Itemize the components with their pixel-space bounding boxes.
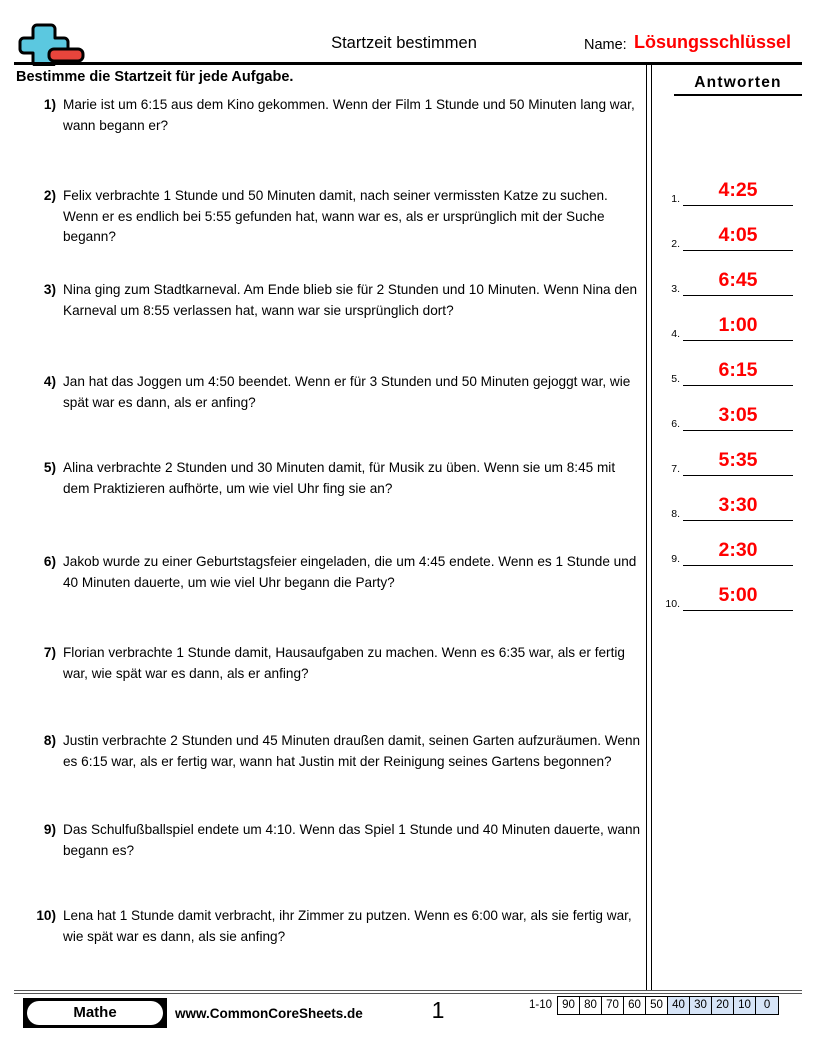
answer-slot[interactable] [683, 267, 793, 296]
answer-index: 6. [671, 418, 680, 430]
problem-text: Jan hat das Joggen um 4:50 beendet. Wenn er für 3 Stunden und 50 Minuten gejoggt war, wie spät war es dann, als er anfing? [63, 374, 631, 410]
problem-number: 8) [43, 733, 56, 748]
answer-value: 3:05 [718, 404, 758, 426]
subject-badge [23, 998, 167, 1028]
answer-index: 5. [671, 373, 680, 385]
problem-item [14, 95, 642, 136]
answer-index: 9. [671, 553, 680, 565]
problem-number: 5) [43, 460, 56, 475]
answer-value: 6:45 [718, 269, 758, 291]
answer-row [658, 296, 803, 341]
grading-scale-cell: 30 [690, 997, 712, 1014]
problem-text: Alina verbrachte 2 Stunden und 30 Minuten damit, für Musik zu üben. Wenn sie um 8:45 mit dem Praktizieren aufhörte, um wie viel Uhr fing sie an? [63, 460, 616, 496]
grading-scale-range: 1-10 [529, 999, 553, 1011]
answer-index: 10. [665, 598, 680, 610]
grading-scale-cell: 80 [580, 997, 602, 1014]
answer-value: 5:35 [718, 449, 758, 471]
answer-slot[interactable] [683, 492, 793, 521]
grading-scale-cell: 10 [734, 997, 756, 1014]
problem-text: Justin verbrachte 2 Stunden und 45 Minuten draußen damit, seinen Garten aufzuräumen. Wenn es 6:15 war, als er fertig war, wann hat Justin mit der Reinigung seines Gartens begonnen? [63, 733, 641, 769]
answer-value: 4:25 [718, 179, 758, 201]
website-url: www.CommonCoreSheets.de [175, 1006, 363, 1021]
answer-row [658, 431, 803, 476]
answer-value: 5:00 [718, 584, 758, 606]
problem-text: Felix verbrachte 1 Stunde und 50 Minuten damit, nach seiner vermissten Katze zu suchen. Wenn er es endlich bei 5:55 gefunden hat, wann war es, als er ursprünglich mit der Suche begann? [63, 188, 608, 244]
answer-slot[interactable] [683, 357, 793, 386]
answer-key-label: Lösungsschlüssel [634, 32, 792, 52]
answer-index: 1. [671, 193, 680, 205]
column-divider [646, 65, 652, 990]
problem-number: 6) [43, 554, 56, 569]
problem-item [14, 906, 642, 947]
problem-number: 3) [43, 282, 56, 297]
problem-text: Jakob wurde zu einer Geburtstagsfeier eingeladen, die um 4:45 endete. Wenn es 1 Stunde und 40 Minuten dauerte, um wie viel Uhr begann die Party? [63, 554, 637, 590]
answer-value: 6:15 [718, 359, 758, 381]
problem-text: Florian verbrachte 1 Stunde damit, Hausaufgaben zu machen. Wenn es 6:35 war, als er fertig war, wie spät war es dann, als er anfing? [63, 645, 625, 681]
answer-index: 8. [671, 508, 680, 520]
problem-number: 1) [43, 97, 56, 112]
answer-index: 7. [671, 463, 680, 475]
problem-item [14, 372, 642, 413]
problem-number: 10) [36, 908, 56, 923]
footer-divider-bottom [14, 993, 802, 994]
problem-item [14, 552, 642, 593]
answer-row [658, 341, 803, 386]
answer-slot[interactable] [683, 177, 793, 206]
answer-row [658, 206, 803, 251]
problem-text: Nina ging zum Stadtkarneval. Am Ende blieb sie für 2 Stunden und 10 Minuten. Wenn Nina den Karneval um 8:55 verlassen hat, wann war sie ursprünglich dort? [63, 282, 638, 318]
problem-text: Marie ist um 6:15 aus dem Kino gekommen. Wenn der Film 1 Stunde und 50 Minuten lang war, wann begann er? [63, 97, 635, 133]
problem-item [14, 186, 642, 248]
answer-slot[interactable] [683, 582, 793, 611]
grading-scale-cells [557, 996, 779, 1015]
subject-badge-label: Mathe [27, 1001, 163, 1025]
page-title: Startzeit bestimmen [331, 34, 477, 52]
page-header [14, 16, 802, 62]
answer-index: 3. [671, 283, 680, 295]
problem-text: Lena hat 1 Stunde damit verbracht, ihr Zimmer zu putzen. Wenn es 6:00 war, als sie fertig war, wie spät war es dann, als sie anfing? [63, 908, 632, 944]
grading-scale-cell: 20 [712, 997, 734, 1014]
directions-text: Bestimme die Startzeit für jede Aufgabe. [16, 69, 294, 85]
answer-slot[interactable] [683, 537, 793, 566]
answer-row [658, 566, 803, 611]
grading-scale-cell: 50 [646, 997, 668, 1014]
name-label: Name: [584, 37, 627, 53]
footer-divider-top [14, 990, 802, 991]
grading-scale-cell: 90 [558, 997, 580, 1014]
plus-minus-logo-icon [16, 22, 92, 66]
problem-item [14, 280, 642, 321]
problem-item [14, 458, 642, 499]
grading-scale-cell: 0 [756, 997, 778, 1014]
answer-row [658, 386, 803, 431]
answer-value: 4:05 [718, 224, 758, 246]
header-divider [14, 62, 802, 65]
answer-value: 2:30 [718, 539, 758, 561]
problem-item [14, 643, 642, 684]
answers-heading: Antworten [674, 73, 802, 96]
problem-text: Das Schulfußballspiel endete um 4:10. Wenn das Spiel 1 Stunde und 40 Minuten dauerte, wann begann es? [63, 822, 641, 858]
answer-value: 1:00 [718, 314, 758, 336]
answer-slot[interactable] [683, 447, 793, 476]
grading-scale-cell: 40 [668, 997, 690, 1014]
answer-index: 4. [671, 328, 680, 340]
answer-slot[interactable] [683, 222, 793, 251]
page-number: 1 [431, 997, 445, 1023]
answer-row [658, 251, 803, 296]
answer-row [658, 476, 803, 521]
grading-scale-cell: 70 [602, 997, 624, 1014]
problem-number: 7) [43, 645, 56, 660]
answer-slot[interactable] [683, 312, 793, 341]
answer-row [658, 161, 803, 206]
grading-scale [529, 996, 779, 1015]
problem-number: 2) [43, 188, 56, 203]
problem-item [14, 820, 642, 861]
answer-slot[interactable] [683, 402, 793, 431]
answer-index: 2. [671, 238, 680, 250]
answer-value: 3:30 [718, 494, 758, 516]
answer-row [658, 521, 803, 566]
problem-number: 4) [43, 374, 56, 389]
problem-item [14, 731, 642, 772]
problem-number: 9) [43, 822, 56, 837]
grading-scale-cell: 60 [624, 997, 646, 1014]
